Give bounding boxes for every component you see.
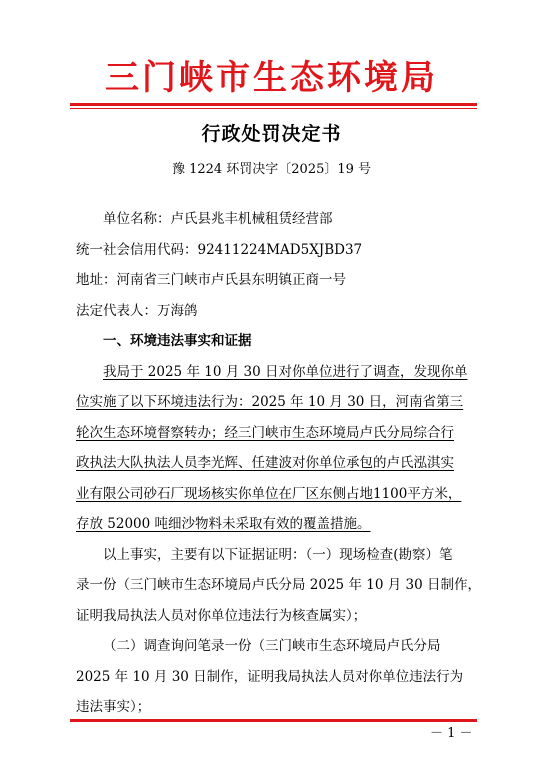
credit-code: 统一社会信用代码：92411224MAD5XJBD37 — [76, 241, 363, 258]
unit-name: 单位名称：卢氏县兆丰机械租赁经营部 — [103, 211, 333, 227]
header-red-rule-thin — [70, 108, 477, 109]
facts-line: 位实施了以下环境违法行为：2025 年 10 月 30 日，河南省第三 — [76, 394, 464, 410]
evidence-line: 2025 年 10 月 30 日制作，证明我局执法人员对你单位违法行为 — [76, 668, 464, 685]
document-title: 行政处罚决定书 — [201, 123, 342, 145]
evidence-paragraph — [76, 540, 481, 723]
footer-red-rule — [70, 719, 477, 722]
evidence-line: 以上事实，主要有以下证据证明：（一）现场检查(勘察）笔 — [103, 546, 453, 563]
facts-line: 业有限公司砂石厂现场核实你单位在厂区东侧占地1100平方米， — [76, 485, 462, 502]
legal-representative: 法定代表人：万海鸽 — [76, 302, 198, 319]
document-body — [76, 204, 481, 723]
evidence-line: （二）调查询问笔录一份（三门峡市生态环境局卢氏分局 — [103, 638, 441, 654]
header-red-rule — [70, 103, 477, 106]
facts-line: 我局于 2025 年 10 月 30 日对你单位进行了调查，发现你单 — [103, 363, 468, 380]
organization-title: 三门峡市生态环境局 — [105, 58, 438, 98]
address: 地址：河南省三门峡市卢氏县东明镇正商一号 — [76, 272, 346, 288]
page-number: － 1 － — [430, 726, 473, 741]
facts-line: 存放 52000 吨细沙物料未采取有效的覆盖措施。 — [76, 516, 371, 532]
section-heading: 一、环境违法事实和证据 — [103, 333, 252, 349]
facts-line: 轮次生态环境督察转办；经三门峡市生态环境局卢氏分局综合行 — [76, 424, 454, 441]
document-number: 豫 1224 环罚决字〔2025〕19 号 — [171, 162, 372, 177]
evidence-line: 证明我局执法人员对你单位违法行为核查属实）； — [76, 607, 367, 624]
facts-paragraph — [76, 357, 474, 540]
evidence-line: 录一份（三门峡市生态环境局卢氏分局 2025 年 10 月 30 日制作， — [76, 577, 481, 593]
facts-line: 政执法大队执法人员李光辉、任建波对你单位承包的卢氏泓淇实 — [76, 455, 454, 471]
evidence-line: 违法事实）； — [76, 699, 151, 715]
